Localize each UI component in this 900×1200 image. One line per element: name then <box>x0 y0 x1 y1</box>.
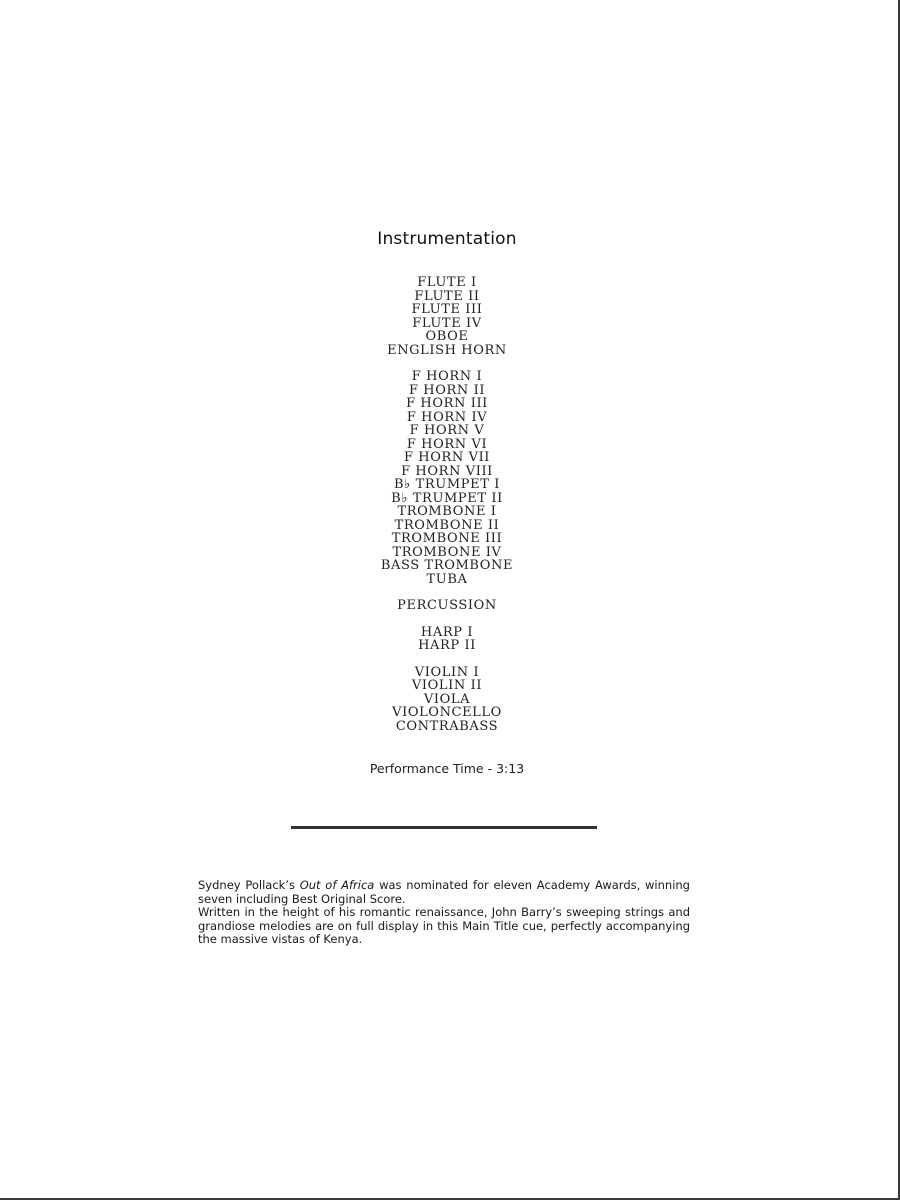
instrument-name: F HORN VIII <box>401 463 493 479</box>
instrument-name: TUBA <box>426 571 468 587</box>
description-paragraph-1 <box>198 879 690 906</box>
instrument-name: VIOLIN II <box>411 678 483 693</box>
instrument-group <box>0 276 894 357</box>
instrument-name: VIOLIN I <box>414 664 480 680</box>
instrument-group <box>0 599 894 613</box>
instrument-name: CONTRABASS <box>395 718 499 734</box>
horizontal-rule <box>291 826 597 829</box>
instrument-name: PERCUSSION <box>397 598 497 613</box>
instrument-name: HARP I <box>420 624 474 640</box>
instrument-group <box>0 626 894 653</box>
instrument-name: VIOLONCELLO <box>392 705 502 720</box>
instrument-name: OBOE <box>425 329 469 344</box>
instrument-name: FLUTE IV <box>412 315 482 331</box>
instrument-name: F HORN VI <box>406 436 488 452</box>
description-text: Sydney Pollack’s <box>198 878 300 892</box>
instrument-group <box>0 370 894 586</box>
instrument-name: TROMBONE III <box>391 531 503 546</box>
performance-time: Performance Time - 3:13 <box>369 761 525 776</box>
film-title: Out of Africa <box>299 878 375 892</box>
instrument-name: TROMBONE II <box>394 517 500 533</box>
instrument-name: F HORN V <box>409 423 485 438</box>
instrument-name: B♭ TRUMPET I <box>394 477 500 492</box>
instrument-name: F HORN III <box>406 396 488 411</box>
instrument-group <box>0 666 894 734</box>
description-block <box>198 879 690 947</box>
instrument-name: FLUTE III <box>411 302 483 317</box>
instrument-name: B♭ TRUMPET II <box>391 490 503 506</box>
instrument-name: TROMBONE IV <box>392 544 502 560</box>
instrument-name: FLUTE I <box>417 275 477 290</box>
instrument-name: FLUTE II <box>414 288 480 304</box>
description-text: was nominated for eleven Academy Awards, winning seven including Best Original Score. <box>198 878 690 906</box>
instrument-name: HARP II <box>418 638 476 653</box>
instrument-list <box>0 276 894 746</box>
description-paragraph-2: Written in the height of his romantic renaissance, John Barry’s sweeping strings and grandiose melodies are on full display in this Main Title cue, perfectly accompanying the massive vistas of Kenya. <box>198 905 690 946</box>
instrument-name: F HORN IV <box>406 409 488 425</box>
instrument-name: BASS TROMBONE <box>380 558 514 573</box>
instrument-name: F HORN II <box>408 382 486 398</box>
instrument-name: F HORN VII <box>403 450 491 465</box>
instrument-name: ENGLISH HORN <box>387 342 507 358</box>
instrument-name: F HORN I <box>411 369 483 384</box>
instrument-name: TROMBONE I <box>397 504 497 519</box>
page-title: Instrumentation <box>377 229 517 249</box>
instrument-name: VIOLA <box>423 691 471 707</box>
